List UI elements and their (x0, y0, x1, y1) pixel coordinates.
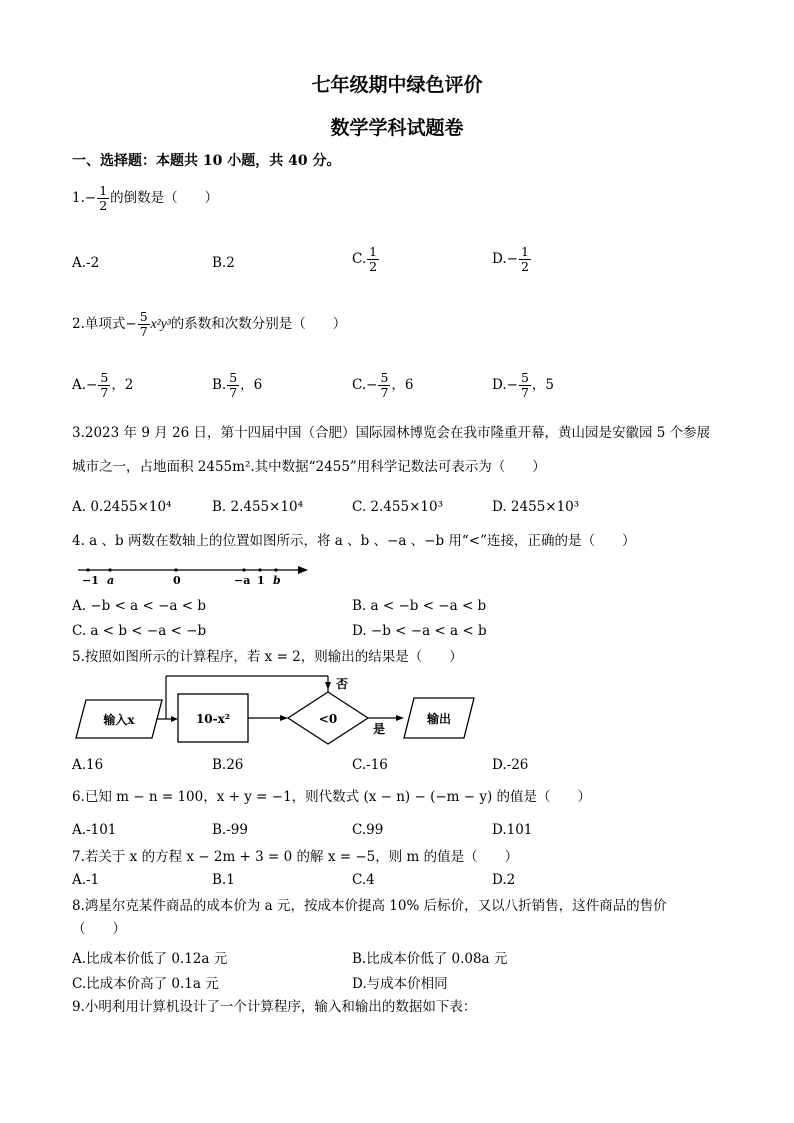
label-a: a (107, 574, 115, 587)
q2-c-suffix: ，6 (391, 377, 414, 393)
q8-option-d: D.与成本价相同 (352, 976, 448, 992)
q1-option-d (492, 245, 532, 274)
q3-option-c: C. 2.455×10³ (352, 499, 443, 515)
q8-option-c: C.比成本价高了 0.1a 元 (72, 976, 219, 992)
q5-option-a: A.16 (72, 757, 104, 773)
q5-option-c: C.-16 (352, 757, 388, 773)
q8-line-2: （ ） (72, 921, 126, 937)
q1-option-b: B.2 (212, 255, 235, 271)
q1-d-denominator: 2 (520, 259, 529, 274)
q2-option-d (492, 371, 554, 400)
q1-suffix: 的倒数是（ ） (110, 190, 219, 206)
q1-denominator: 2 (99, 198, 108, 213)
q2-a-denominator: 7 (100, 385, 109, 400)
q2-b-numerator: 5 (229, 370, 238, 385)
q4-option-b: B. a < −b < −a < b (352, 598, 487, 614)
q2-term: x²y³ (150, 316, 171, 331)
q3-line-1: 3.2023 年 9 月 26 日，第十四届中国（合肥）国际园林博览会在我市隆重开幕，黄山园是安徽园 5 个参展 (72, 425, 711, 441)
flow-arrowhead-1 (171, 716, 178, 722)
q6-option-a: A.-101 (72, 822, 117, 838)
q2-denominator: 7 (139, 324, 148, 339)
q2-fraction (138, 310, 150, 339)
q8-line-1: 8.鸿星尔克某件商品的成本价为 a 元，按成本价提高 10% 后标价，又以八折销售，这件商品的售价 (72, 898, 667, 914)
q1-c-prefix: C. (352, 251, 367, 267)
q7-option-d: D.2 (492, 872, 516, 888)
q2-a-prefix: A.− (72, 377, 98, 393)
q2-d-suffix: ，5 (531, 377, 554, 393)
q2-c-numerator: 5 (380, 370, 389, 385)
flow-arrowhead-2 (280, 715, 288, 721)
q1-d-prefix: D.− (492, 251, 518, 267)
q1-d-fraction (519, 245, 531, 274)
exam-title: 七年级期中绿色评价 (311, 74, 483, 96)
q2-a-suffix: ，2 (111, 377, 134, 393)
q2-option-a (72, 371, 133, 400)
q1-c-denominator: 2 (369, 259, 378, 274)
q6-option-c: C.99 (352, 822, 384, 838)
exam-subtitle: 数学学科试题卷 (330, 117, 464, 139)
q2-d-fraction (519, 371, 531, 400)
q5-option-b: B.26 (212, 757, 244, 773)
flowchart-figure (72, 670, 482, 752)
tick-b (274, 568, 277, 571)
q3-line-2: 城市之一，占地面积 2455m².其中数据“2455”用科学记数法可表示为（ ） (72, 459, 546, 475)
q2-a-numerator: 5 (100, 370, 109, 385)
q1-option-c (352, 245, 380, 274)
q2-a-fraction (98, 371, 110, 400)
q8-option-b: B.比成本价低了 0.08a 元 (352, 951, 508, 967)
q2-option-b (212, 371, 262, 400)
axis-arrow (298, 566, 308, 574)
q5-option-d: D.-26 (492, 757, 529, 773)
q8-option-a: A.比成本价低了 0.12a 元 (72, 951, 228, 967)
question-1 (72, 184, 218, 213)
q2-d-prefix: D.− (492, 377, 518, 393)
q1-d-numerator: 1 (520, 244, 529, 259)
q2-d-numerator: 5 (520, 370, 529, 385)
q4-option-d: D. −b < −a < a < b (352, 623, 487, 639)
flow-decision-label: <0 (318, 712, 338, 726)
q5-stem: 5.按照如图所示的计算程序，若 x = 2，则输出的结果是（ ） (72, 649, 463, 665)
q2-prefix: 2.单项式− (72, 316, 137, 332)
q7-stem: 7.若关于 x 的方程 x − 2m + 3 = 0 的解 x = −5，则 m 的值是（ ） (72, 849, 519, 865)
flow-input-label: 输入x (103, 713, 135, 727)
q1-option-a: A.-2 (72, 255, 100, 271)
q1-c-numerator: 1 (369, 244, 378, 259)
q3-option-a: A. 0.2455×10⁴ (72, 499, 172, 515)
q2-suffix: 的系数和次数分别是（ ） (170, 316, 347, 332)
q2-numerator: 5 (139, 309, 148, 324)
q4-option-c: C. a < b < −a < −b (72, 623, 207, 639)
q3-option-d: D. 2455×10³ (492, 499, 580, 515)
q2-b-denominator: 7 (229, 385, 238, 400)
flow-process-label: 10-x² (195, 712, 231, 726)
q1-fraction (97, 184, 109, 213)
tick-minus-a (242, 568, 245, 571)
q2-d-denominator: 7 (520, 385, 529, 400)
q9-stem: 9.小明利用计算机设计了一个计算程序，输入和输出的数据如下表： (72, 999, 477, 1015)
q7-option-a: A.-1 (72, 872, 100, 888)
tick-a (108, 568, 111, 571)
q2-b-fraction (227, 371, 239, 400)
section-heading: 一、选择题：本题共 10 小题，共 40 分。 (72, 153, 341, 169)
q7-option-b: B.1 (212, 872, 235, 888)
label-zero: 0 (173, 574, 181, 587)
q6-option-d: D.101 (492, 822, 533, 838)
q2-option-c (352, 371, 414, 400)
label-b: b (273, 574, 281, 587)
tick-minus-one (86, 568, 89, 571)
q7-option-c: C.4 (352, 872, 375, 888)
label-one: 1 (257, 574, 265, 587)
q4-option-a: A. −b < a < −a < b (72, 598, 207, 614)
flow-output-label: 输出 (426, 712, 452, 726)
flow-yes-label: 是 (373, 722, 386, 736)
q1-prefix: 1.− (72, 190, 97, 206)
tick-one (258, 568, 261, 571)
q2-c-prefix: C.− (352, 377, 378, 393)
flow-arrowhead-3 (396, 715, 404, 721)
label-minus-a: −a (234, 574, 251, 587)
label-minus-one: −1 (82, 574, 99, 587)
number-line-figure (72, 558, 312, 588)
flow-no-label: 否 (336, 677, 349, 691)
q2-c-fraction (378, 371, 390, 400)
q2-c-denominator: 7 (380, 385, 389, 400)
q3-option-b: B. 2.455×10⁴ (212, 499, 304, 515)
question-2 (72, 310, 346, 339)
tick-zero (174, 568, 177, 571)
q6-option-b: B.-99 (212, 822, 248, 838)
q2-b-prefix: B. (212, 377, 227, 393)
q1-numerator: 1 (99, 183, 108, 198)
q6-stem: 6.已知 m − n = 100，x + y = −1，则代数式 (x − n) − (−m − y) 的值是（ ） (72, 789, 592, 805)
q2-b-suffix: ，6 (240, 377, 263, 393)
q4-stem: 4. a 、b 两数在数轴上的位置如图所示，将 a 、b 、−a 、−b 用“<”连接，正确的是（ ） (72, 533, 636, 549)
q1-c-fraction (367, 245, 379, 274)
